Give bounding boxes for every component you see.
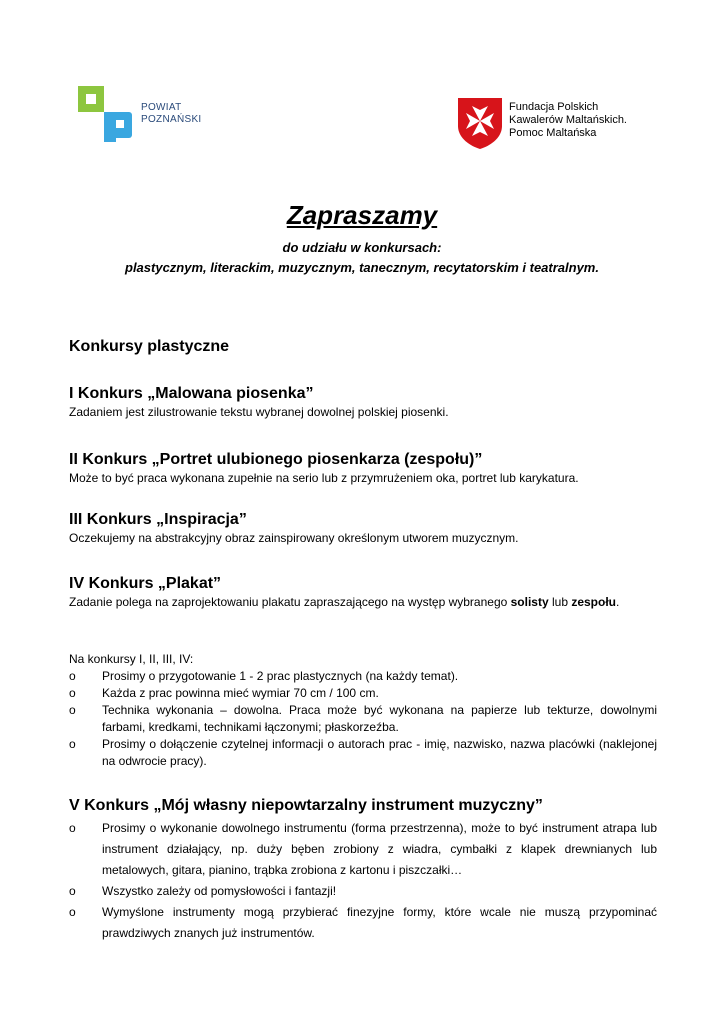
rules-list: [69, 668, 657, 770]
contest-3-text: Oczekujemy na abstrakcyjny obraz zainspirowany określonym utworem muzycznym.: [69, 531, 519, 545]
powiat-logo-line-1: POWIAT: [141, 102, 182, 113]
contest-4-bold-solisty: solisty: [510, 595, 549, 609]
contest-3-title: III Konkurs „Inspiracja”: [69, 511, 247, 528]
contest-5-item-2: Wszystko zależy od pomysłowości i fantazji!: [102, 884, 337, 898]
list-item: [69, 668, 657, 685]
contest-4-title: IV Konkurs „Plakat”: [69, 575, 222, 592]
contest-5-item-3: Wymyślone instrumenty mogą przybierać finezyjne formy, które wcale nie muszą przypominać prawdziwych znanych już instrumentów.: [102, 905, 657, 940]
contest-4-text: [69, 594, 657, 611]
bullet-mark: o: [69, 821, 76, 835]
contest-2-text: Może to być praca wykonana zupełnie na serio lub z przymrużeniem oka, portret lub karykatura.: [69, 471, 579, 485]
bullet-mark: o: [69, 905, 76, 919]
contest-4-text-start: Zadanie polega na zaprojektowaniu plakatu zapraszającego na występ wybranego: [69, 595, 511, 609]
contest-1: [69, 384, 657, 421]
contest-2-title: II Konkurs „Portret ulubionego piosenkarza (zespołu)”: [69, 451, 483, 468]
list-item: [69, 736, 657, 770]
rules-intro: Na konkursy I, II, III, IV:: [69, 652, 194, 666]
subtitle-line-1: do udziału w konkursach:: [282, 240, 442, 255]
list-item: [69, 685, 657, 702]
maltanska-logo: [456, 96, 636, 152]
bullet-mark: o: [69, 686, 76, 700]
list-item: [69, 702, 657, 736]
contest-5-list: [69, 818, 657, 944]
maltanska-logo-line-1: Fundacja Polskich: [509, 101, 599, 113]
section-heading: Konkursy plastyczne: [69, 338, 230, 355]
contest-3: [69, 510, 657, 547]
bullet-mark: o: [69, 737, 76, 751]
contest-5-title: V Konkurs „Mój własny niepowtarzalny instrument muzyczny”: [69, 797, 543, 814]
contest-5: [69, 796, 657, 816]
list-item: [69, 902, 657, 944]
contest-5-item-1: Prosimy o wykonanie dowolnego instrumentu (forma przestrzenna), może to być instrument atrapa lub instrument działający, np. duży bęben zrobiony z wiadra, cymbałki z klapek drewnianych lub metalowych, gitara, pianino, trąbka zrobiona z kartonu i piszczałki…: [102, 821, 657, 877]
maltanska-logo-line-2: Kawalerów Maltańskich.: [509, 114, 627, 126]
contest-1-title: I Konkurs „Malowana piosenka”: [69, 385, 314, 402]
contest-2: [69, 450, 657, 487]
page-title: Zapraszamy: [286, 200, 438, 230]
bullet-mark: o: [69, 669, 76, 683]
powiat-poznanski-logo: [78, 86, 218, 142]
contest-4-text-end: .: [616, 595, 620, 609]
maltese-cross-shield-icon: [456, 96, 504, 150]
powiat-logo-line-2: POZNAŃSKI: [141, 114, 202, 125]
contest-4-bold-zespolu: zespołu: [571, 595, 616, 609]
contest-4-text-mid: lub: [548, 595, 572, 609]
rule-item-2: Każda z prac powinna mieć wymiar 70 cm / 100 cm.: [102, 686, 379, 700]
powiat-poznanski-emblem-icon: [78, 86, 138, 142]
list-item: [69, 881, 657, 902]
bullet-mark: o: [69, 703, 76, 717]
subtitle-line-2: plastycznym, literackim, muzycznym, tanecznym, recytatorskim i teatralnym.: [125, 260, 599, 275]
rule-item-1: Prosimy o przygotowanie 1 - 2 prac plastycznych (na każdy temat).: [102, 669, 459, 683]
rule-item-4: Prosimy o dołączenie czytelnej informacji o autorach prac - imię, nazwisko, nazwa placówki (naklejonej na odwrocie pracy).: [102, 737, 657, 768]
list-item: [69, 818, 657, 881]
maltanska-logo-line-3: Pomoc Maltańska: [509, 127, 597, 139]
bullet-mark: o: [69, 884, 76, 898]
rule-item-3: Technika wykonania – dowolna. Praca może być wykonana na papierze lub tekturze, dowolnymi farbami, kredkami, technikami łączonymi; płaskorzeźba.: [102, 703, 657, 734]
contest-4: [69, 574, 657, 611]
contest-1-text: Zadaniem jest zilustrowanie tekstu wybranej dowolnej polskiej piosenki.: [69, 405, 449, 419]
